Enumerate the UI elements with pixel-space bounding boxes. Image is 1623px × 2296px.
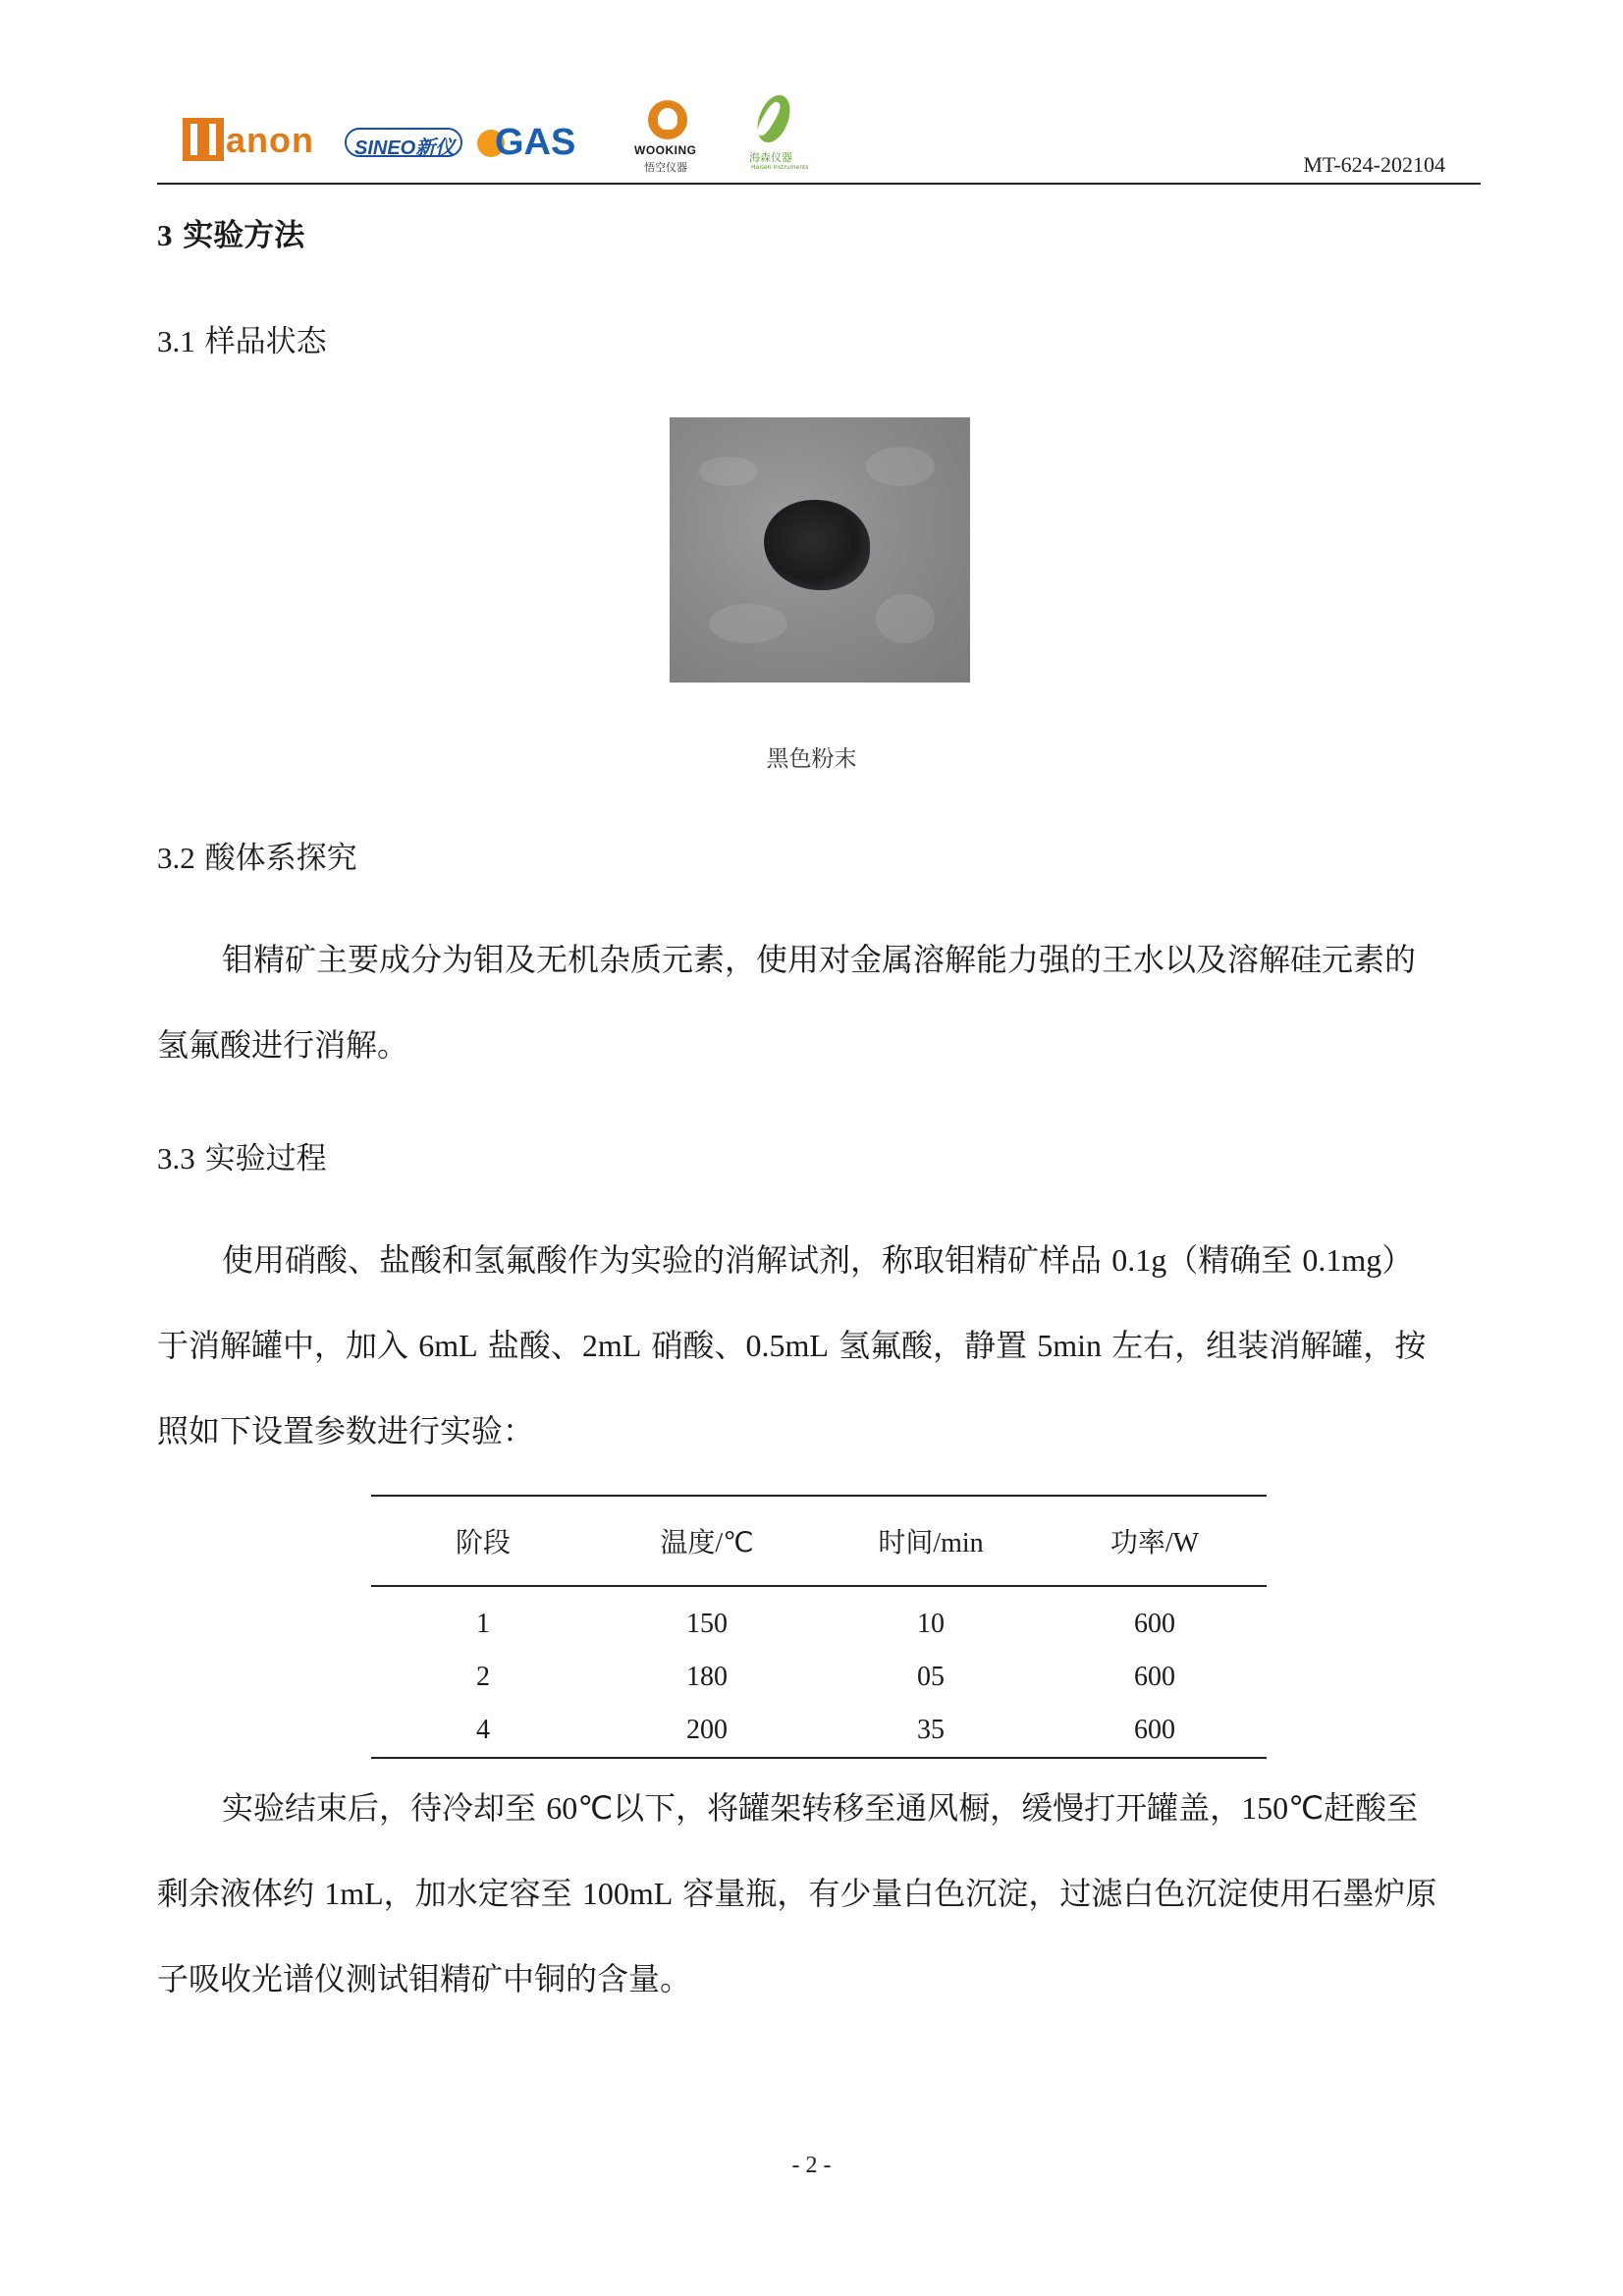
sample-photo — [670, 417, 970, 683]
table-cell: 4 — [371, 1704, 595, 1758]
page-number: - 2 - — [791, 2153, 832, 2178]
paragraph-procedure: 使用硝酸、盐酸和氢氟酸作为实验的消解试剂，称取钼精矿样品 0.1g（精确至 0.1mg） 于消解罐中，加入 6mL 盐酸、2mL 硝酸、0.5mL 氢氟酸，静置 5min 左右，组装消解罐，按 照如下设置参数进行实验： — [157, 1241, 1427, 1449]
table-cell: 150 — [686, 1609, 728, 1639]
sineo-logo: SINEO新仪 — [345, 128, 462, 157]
table-cell: 2 — [476, 1662, 490, 1692]
table-cell: 10 — [917, 1609, 945, 1639]
table-cell: 600 — [1134, 1662, 1175, 1692]
section-heading: 3 实验方法 — [157, 218, 305, 253]
subsection-heading-3-2: 3.2 酸体系探究 — [157, 841, 357, 876]
black-powder — [764, 500, 870, 590]
header-temperature: 温度/℃ — [595, 1496, 819, 1586]
document-code: MT-624-202104 — [1303, 152, 1445, 177]
haisen-logo: 海森仪器 Haisen Instruments — [747, 94, 816, 173]
header-time: 时间/min — [819, 1496, 1043, 1586]
table-header-row — [371, 1496, 1267, 1586]
table-cell: 180 — [686, 1662, 728, 1692]
manon-logo: anon — [183, 118, 330, 161]
table-cell: 1 — [476, 1609, 490, 1639]
table-cell: 200 — [595, 1704, 819, 1758]
wooking-logo: WOOKING 悟空仪器 — [634, 100, 703, 173]
table-cell: 600 — [1043, 1704, 1267, 1758]
header-power: 功率/W — [1043, 1496, 1267, 1586]
table-row — [371, 1586, 1267, 1651]
gas-logo: GAS — [477, 124, 605, 163]
header-logos — [183, 94, 831, 173]
table-row — [371, 1651, 1267, 1704]
paragraph-post-treatment: 实验结束后，待冷却至 60℃以下，将罐架转移至通风橱，缓慢打开罐盖，150℃赶酸至 剩余液体约 1mL，加水定容至 100mL 容量瓶，有少量白色沉淀，过滤白色沉淀使用石墨炉原 子吸收光谱仪测试钼精矿中铜的含量。 — [157, 1789, 1437, 1997]
header-stage: 阶段 — [371, 1496, 595, 1586]
paragraph-acid-system: 钼精矿主要成分为钼及无机杂质元素，使用对金属溶解能力强的王水以及溶解硅元素的 氢氟酸进行消解。 — [157, 941, 1417, 1064]
image-caption: 黑色粉末 — [766, 746, 857, 772]
subsection-heading-3-3: 3.3 实验过程 — [157, 1141, 327, 1176]
table-cell: 35 — [819, 1704, 1043, 1758]
parameter-table — [371, 1495, 1267, 1759]
table-row — [371, 1704, 1267, 1758]
table-cell: 600 — [1134, 1609, 1175, 1639]
header-divider — [157, 183, 1481, 185]
table-cell: 05 — [917, 1662, 945, 1692]
subsection-heading-3-1: 3.1 样品状态 — [157, 324, 327, 359]
